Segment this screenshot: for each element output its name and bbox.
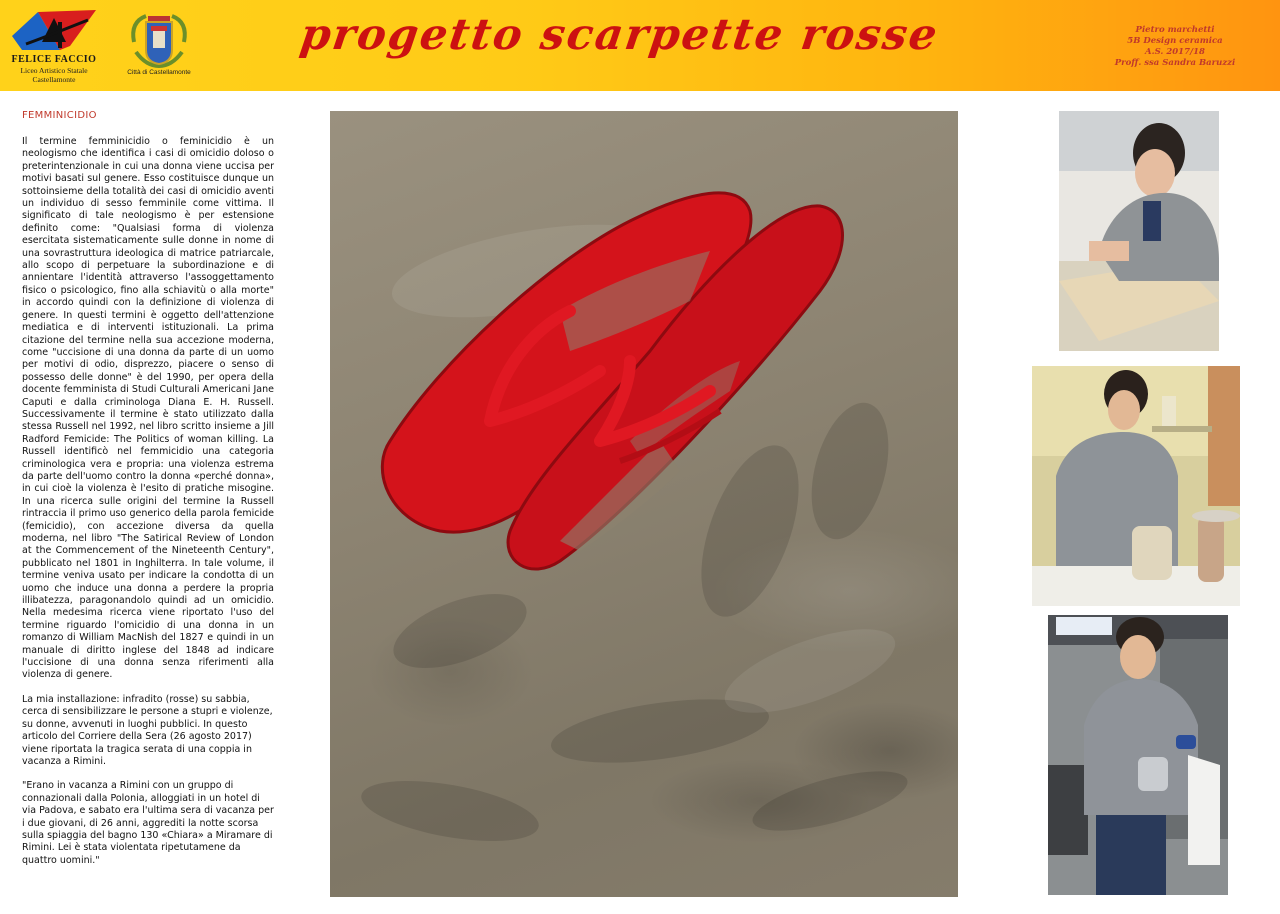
- school-logo-subtitle: Liceo Artistico Statale: [20, 66, 88, 75]
- credits-year: A.S. 2017/18: [1145, 47, 1205, 57]
- red-flipflops-illustration: [330, 111, 958, 897]
- city-logo-label: Città di Castellamonte: [127, 69, 191, 76]
- school-logo-city: Castellamonte: [32, 75, 76, 84]
- credits-class: 5B Design ceramica: [1127, 36, 1223, 46]
- news-quote: "Erano in vacanza a Rimini con un gruppo di connazionali dalla Polonia, alloggiati in un hotel di via Padova, e sabato era l'ultima sera di vacanza per i due giovani, di 26 anni, aggrediti la notte scorsa sulla spiaggia del bagno 130 «Chiara» a Miramare di Rimini. Lei è stata violentata ripetutamene da quattro uomini.": [22, 780, 274, 866]
- student-spraying-illustration: [1048, 615, 1228, 895]
- article-body: Il termine femminicidio o feminicidio è un neologismo che identifica i casi di omicidio doloso o preterintenzionale in cui una donna viene uccisa per motivi basati sul genere. Esso costituisce dunque un sottoinsieme della totalità dei casi di omicidio aventi un individuo di sesso femminile come vittima. Il significato di tale neologismo è per estensione definito come: "Qualsiasi forma di violenza esercitata sistematicamente sulle donne in nome di una sovrastruttura ideologica di matrice patriarcale, allo scopo di perpetuare la subordinazione e di annientare l'identità attraverso l'assoggettamento fisico o psicologico, fino alla schiavitù o alla morte" in accordo quindi con la definizione di violenza di genere. In questi termini è oggetto dell'attenzione mediatica e di interventi istituzionali. La prima citazione del termine nella sua accezione moderna, come "uccisione di una donna da parte di un uomo per motivi di odio, disprezzo, piacere o senso di possesso delle donne" è del 1990, per opera della docente femminista di Studi Culturali Americani Jane Caputi e dalla criminologa Diana E. H. Russell. Successivamente il termine è stato utilizzato dalla stessa Russell nel 1992, nel libro scritto insieme a Jill Radford Femicide: The Politics of woman killing. La Russell identificò nel femmicidio una categoria criminologica vera e propria: una violenza estrema da parte dell'uomo contro la donna «perché donna», in cui cioè la violenza è l'esito di pratiche misogine. In una ricerca sulle origini del termine la Russell rintraccia il primo uso generico della parola femicide (femicidio), con accezione diversa da quella moderna, nel libro "The Satirical Review of London at the Commencement of the Nineteenth Century", pubblicato nel 1801 in Inghilterra. In tale volume, il termine veniva usato per indicare la condotta di un uomo che induce una donna a perdere la propria illibatezza, paragonandolo quindi ad un omicidio. Nella medesima ricerca viene riportato l'uso del termine riguardo l'omicidio di una donna in un romanzo di William MacNish del 1827 e quindi in un manuale di diritto inglese del 1848 ad indicare l'uccisione di una donna senza riferimenti alla violenza di genere.: [22, 136, 274, 681]
- header-banner: [0, 0, 1280, 91]
- main-photo-flipflops: [330, 111, 958, 897]
- student-ceramics-illustration: [1032, 366, 1240, 606]
- city-logo: [126, 12, 192, 82]
- page-title: progetto scarpette rosse: [297, 10, 942, 60]
- city-crest-icon: [126, 12, 192, 68]
- school-logo: [8, 6, 100, 88]
- credits-teacher: Proff. ssa Sandra Baruzzi: [1114, 58, 1236, 68]
- student-drawing-illustration: [1059, 111, 1219, 351]
- school-logo-emblem-icon: [8, 6, 100, 54]
- credits-block: [1090, 25, 1260, 69]
- installation-paragraph: La mia installazione: infradito (rosse) su sabbia, cerca di sensibilizzare le persone a stupri e violenze, su donne, avvenuti in luoghi pubblici. In questo articolo del Corriere della Sera (26 agosto 2017) viene riportata la tragica serata di una coppia in vacanza a Rimini.: [22, 693, 273, 767]
- article-text: [22, 136, 274, 879]
- section-heading: FEMMINICIDIO: [22, 110, 97, 121]
- photo-student-ceramics: [1032, 366, 1240, 606]
- school-logo-name: FELICE FACCIO: [11, 54, 97, 65]
- photo-student-drawing: [1059, 111, 1219, 351]
- photo-student-spraying: [1048, 615, 1228, 895]
- credits-author: Pietro marchetti: [1135, 25, 1215, 35]
